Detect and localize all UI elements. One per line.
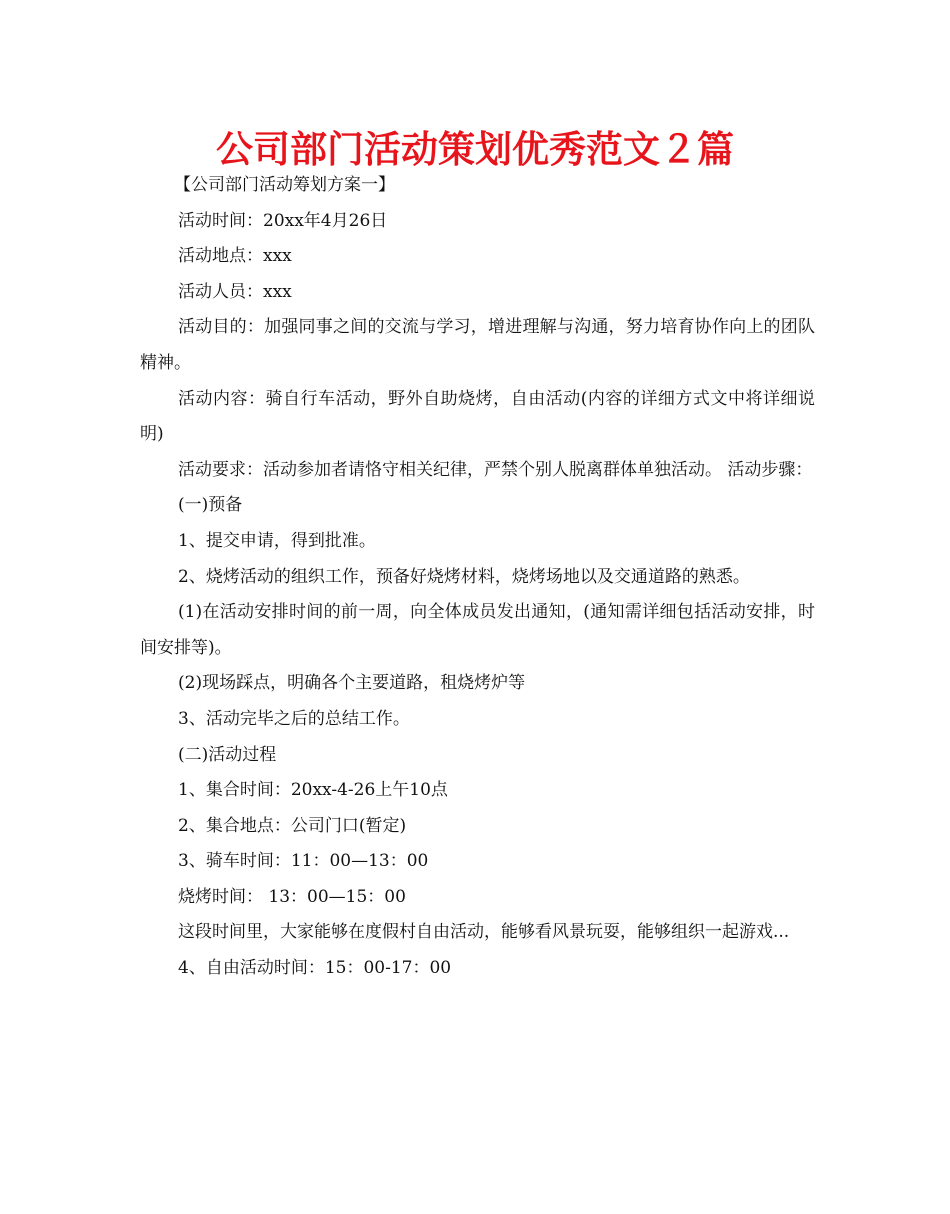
paragraph-step-process: (二)活动过程 — [178, 744, 277, 765]
section-heading: 【公司部门活动筹划方案一】 — [174, 175, 395, 195]
paragraph-activity-time: 活动时间：20xx年4月26日 — [178, 210, 388, 231]
paragraph-activity-location: 活动地点：xxx — [178, 246, 292, 267]
paragraph-list-item: 3、活动完毕之后的总结工作。 — [178, 708, 410, 729]
paragraph-list-item: 3、骑车时间：11：00—13：00 — [178, 851, 429, 872]
paragraph-list-item: 2、烧烤活动的组织工作，预备好烧烤材料，烧烤场地以及交通道路的熟悉。 — [178, 566, 750, 587]
paragraph-list-item: 4、自由活动时间：15：00-17：00 — [178, 958, 452, 979]
document-body — [140, 168, 815, 987]
paragraph-step-preparation: (一)预备 — [178, 495, 243, 516]
paragraph-list-item: (2)现场踩点，明确各个主要道路，租烧烤炉等 — [178, 673, 526, 694]
paragraph-list-item: 烧烤时间： 13：00—15：00 — [178, 886, 406, 907]
paragraph-list-item: (1)在活动安排时间的前一周，向全体成员发出通知，(通知需详细包括活动安排，时间安排等)。 — [140, 602, 815, 658]
paragraph-list-item: 这段时间里，大家能够在度假村自由活动，能够看风景玩耍，能够组织一起游戏... — [178, 922, 790, 943]
paragraph-activity-purpose: 活动目的：加强同事之间的交流与学习，增进理解与沟通，努力培育协作向上的团队精神。 — [140, 317, 815, 373]
paragraph-activity-personnel: 活动人员：xxx — [178, 281, 292, 302]
paragraph-list-item: 1、集合时间：20xx-4-26上午10点 — [178, 780, 448, 801]
paragraph-list-item: 1、提交申请，得到批准。 — [178, 530, 376, 551]
paragraph-activity-requirements: 活动要求：活动参加者请恪守相关纪律，严禁个别人脱离群体单独活动。 活动步骤： — [178, 459, 813, 480]
document-title: 公司部门活动策划优秀范文２篇 — [216, 128, 734, 171]
paragraph-activity-content: 活动内容：骑自行车活动，野外自助烧烤，自由活动(内容的详细方式文中将详细说明) — [140, 388, 815, 445]
paragraph-list-item: 2、集合地点：公司门口(暂定) — [178, 815, 407, 836]
